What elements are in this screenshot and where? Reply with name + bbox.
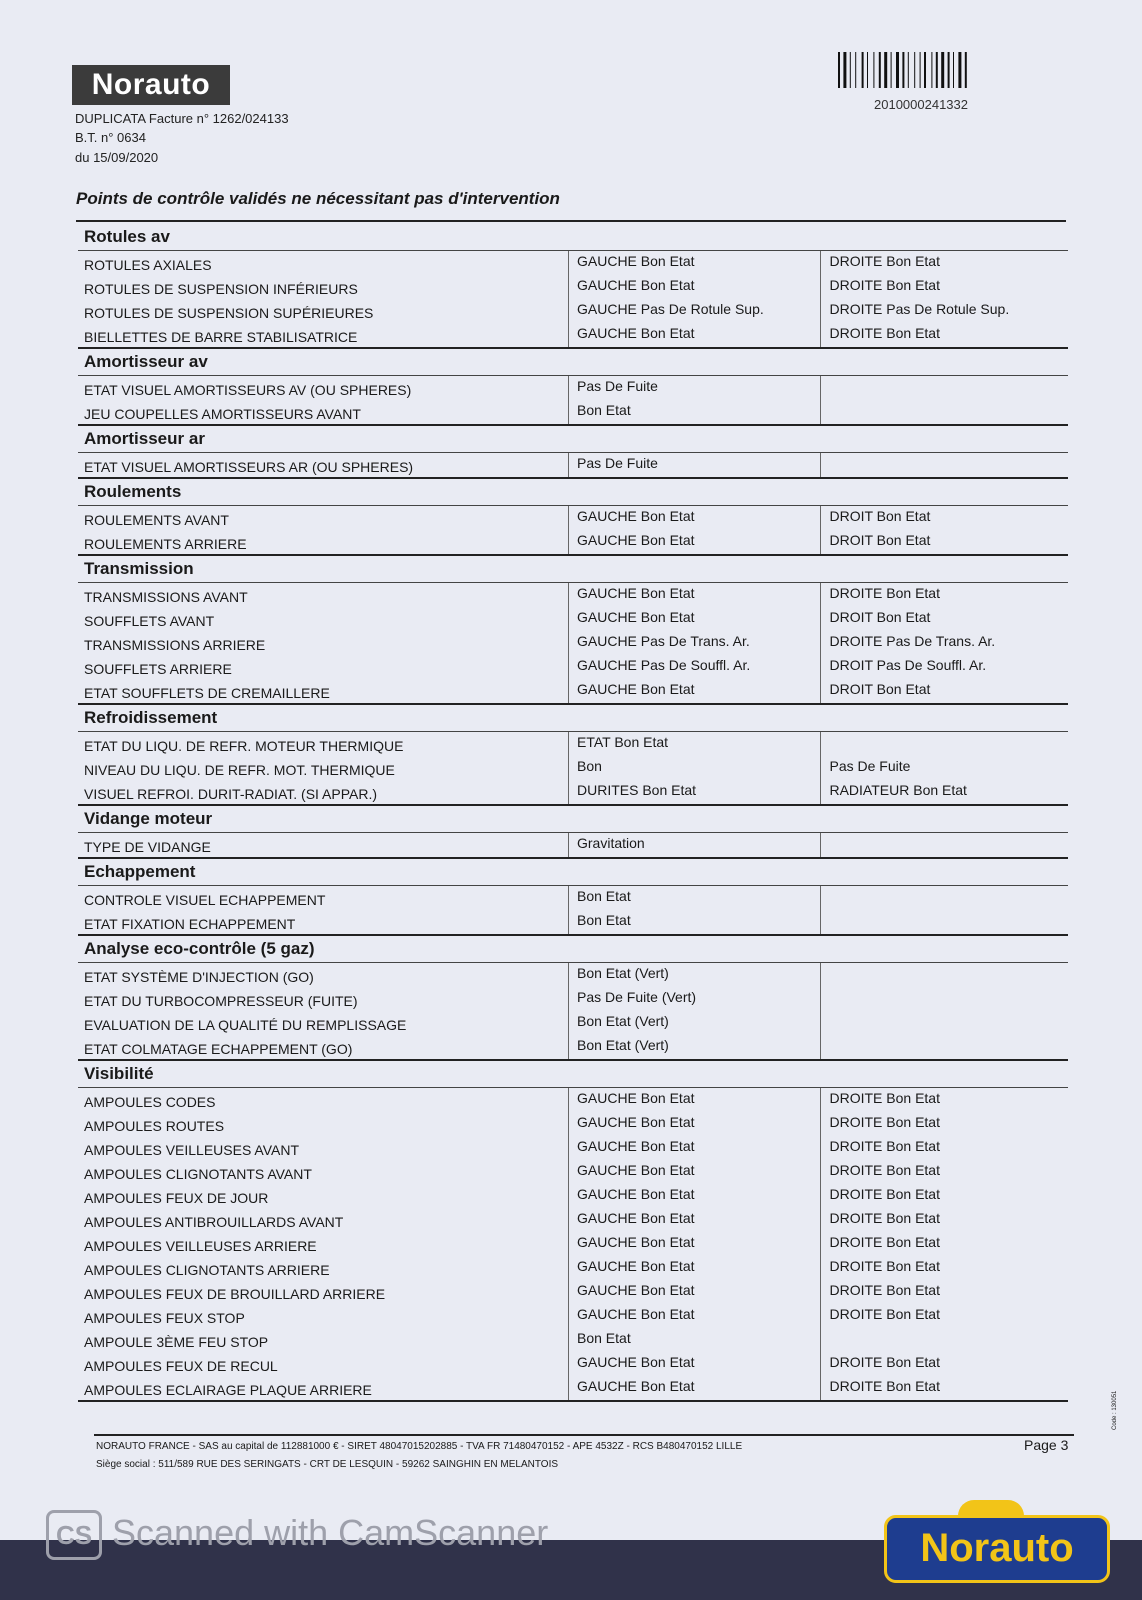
table-row — [78, 655, 1068, 679]
barcode-bar — [953, 52, 954, 88]
check-result-left: Pas De Fuite (Vert) — [568, 987, 821, 1011]
table-row — [78, 607, 1068, 631]
section-rows — [78, 506, 1068, 556]
check-result-left: Bon Etat (Vert) — [568, 1035, 821, 1059]
norauto-logo: Norauto — [72, 65, 230, 105]
table-row — [78, 1112, 1068, 1136]
table-row — [78, 1256, 1068, 1280]
barcode-bar — [924, 52, 926, 88]
check-result-left: Pas De Fuite — [568, 453, 821, 477]
check-result-right — [821, 1035, 1068, 1059]
section-rows — [78, 453, 1068, 479]
check-item-label: CONTROLE VISUEL ECHAPPEMENT — [84, 892, 326, 908]
check-result-left: GAUCHE Bon Etat — [568, 1352, 821, 1376]
check-result-right: DROITE Bon Etat — [829, 585, 940, 601]
barcode-bar — [838, 52, 840, 88]
check-result-left: GAUCHE Bon Etat — [568, 583, 821, 607]
check-result-right: DROITE Bon Etat — [829, 253, 940, 269]
barcode-bar — [948, 52, 950, 88]
check-item-label: AMPOULES CODES — [84, 1094, 216, 1110]
check-item-label: ETAT SYSTÈME D'INJECTION (GO) — [84, 969, 314, 985]
check-result-right: DROITE Bon Etat — [829, 277, 940, 293]
check-result-left: GAUCHE Bon Etat — [568, 607, 821, 631]
check-item-label: ETAT FIXATION ECHAPPEMENT — [84, 916, 296, 932]
table-row — [78, 323, 1068, 347]
check-item-label: AMPOULES FEUX DE RECUL — [84, 1358, 278, 1374]
table-row — [78, 299, 1068, 323]
check-item-label: AMPOULES FEUX STOP — [84, 1310, 245, 1326]
table-row — [78, 756, 1068, 780]
check-result-left: GAUCHE Bon Etat — [568, 506, 821, 530]
title-divider — [76, 220, 1066, 222]
check-result-right: DROITE Bon Etat — [829, 1306, 940, 1322]
table-row — [78, 1136, 1068, 1160]
check-item-label: ETAT VISUEL AMORTISSEURS AR (OU SPHERES) — [84, 459, 414, 475]
section-title: Amortisseur ar — [78, 426, 1068, 453]
check-result-right: DROITE Bon Etat — [829, 1186, 940, 1202]
document-title: Points de contrôle validés ne nécessitant pas d'intervention — [76, 189, 560, 208]
barcode-bar — [879, 52, 881, 88]
check-result-right: DROIT Pas De Souffl. Ar. — [829, 657, 987, 673]
check-item-label: AMPOULES FEUX DE JOUR — [84, 1190, 269, 1206]
barcode-bar — [931, 52, 932, 88]
check-result-left: GAUCHE Bon Etat — [568, 251, 821, 275]
check-result-left: GAUCHE Pas De Souffl. Ar. — [568, 655, 821, 679]
check-item-label: TYPE DE VIDANGE — [84, 839, 211, 855]
table-row — [78, 506, 1068, 530]
check-result-right — [821, 987, 1068, 1011]
check-result-left: GAUCHE Bon Etat — [568, 1136, 821, 1160]
table-row — [78, 732, 1068, 756]
barcode-bar — [855, 52, 856, 88]
table-row — [78, 1280, 1068, 1304]
section-rows — [78, 376, 1068, 426]
company-address: Siège social : 511/589 RUE DES SERINGATS - CRT DE LESQUIN - 59262 SAINGHIN EN MELANTOIS — [96, 1459, 559, 1470]
check-result-left: GAUCHE Pas De Rotule Sup. — [568, 299, 821, 323]
barcode-bar — [965, 52, 967, 88]
check-item-label: AMPOULES FEUX DE BROUILLARD ARRIERE — [84, 1286, 386, 1302]
check-item-label: ETAT DU LIQU. DE REFR. MOTEUR THERMIQUE — [84, 738, 404, 754]
table-row — [78, 453, 1068, 477]
table-row — [78, 1376, 1068, 1400]
check-result-right — [821, 1011, 1068, 1035]
check-result-left: Bon Etat — [568, 886, 821, 910]
barcode-bar — [902, 52, 904, 88]
barcode-bar — [843, 52, 846, 88]
check-result-right: Pas De Fuite — [829, 758, 911, 774]
checkpoint-sections — [78, 224, 1068, 1402]
barcode-bar — [941, 52, 944, 88]
check-item-label: SOUFFLETS AVANT — [84, 613, 215, 629]
check-item-label: AMPOULES CLIGNOTANTS AVANT — [84, 1166, 312, 1182]
check-result-right: DROITE Bon Etat — [829, 1114, 940, 1130]
check-result-left: GAUCHE Bon Etat — [568, 1304, 821, 1328]
section-rows — [78, 1088, 1068, 1402]
check-item-label: ROULEMENTS AVANT — [84, 512, 229, 528]
check-result-right — [821, 963, 1068, 987]
table-row — [78, 780, 1068, 804]
check-result-right: DROITE Bon Etat — [829, 1162, 940, 1178]
check-result-right — [821, 910, 1068, 934]
section-title: Vidange moteur — [78, 806, 1068, 833]
table-row — [78, 251, 1068, 275]
check-result-right: DROITE Pas De Trans. Ar. — [829, 633, 996, 649]
check-result-left: ETAT Bon Etat — [568, 732, 821, 756]
section-rows — [78, 251, 1068, 349]
check-result-left: Bon Etat (Vert) — [568, 963, 821, 987]
table-row — [78, 1232, 1068, 1256]
table-row — [78, 631, 1068, 655]
check-result-left: GAUCHE Pas De Trans. Ar. — [568, 631, 821, 655]
check-item-label: EVALUATION DE LA QUALITÉ DU REMPLISSAGE — [84, 1017, 407, 1033]
check-result-left: GAUCHE Bon Etat — [568, 679, 821, 703]
barcode-bar — [867, 52, 868, 88]
table-row — [78, 1011, 1068, 1035]
side-code: Code : 130051 — [1112, 1390, 1118, 1430]
check-result-right: DROITE Pas De Rotule Sup. — [829, 301, 1010, 317]
check-item-label: ETAT VISUEL AMORTISSEURS AV (OU SPHERES) — [84, 382, 412, 398]
section-rows — [78, 963, 1068, 1061]
check-result-left: GAUCHE Bon Etat — [568, 530, 821, 554]
table-row — [78, 530, 1068, 554]
check-item-label: ETAT DU TURBOCOMPRESSEUR (FUITE) — [84, 993, 358, 1009]
check-result-right — [821, 453, 1068, 477]
check-result-right: DROITE Bon Etat — [829, 1210, 940, 1226]
section-rows — [78, 583, 1068, 705]
section-title: Roulements — [78, 479, 1068, 506]
check-result-left: GAUCHE Bon Etat — [568, 1208, 821, 1232]
barcode-image — [838, 52, 1028, 88]
check-item-label: ETAT SOUFFLETS DE CREMAILLERE — [84, 685, 330, 701]
table-row — [78, 1160, 1068, 1184]
table-row — [78, 1328, 1068, 1352]
section-title: Transmission — [78, 556, 1068, 583]
check-item-label: AMPOULES ROUTES — [84, 1118, 225, 1134]
check-result-right: DROIT Bon Etat — [829, 681, 931, 697]
check-item-label: TRANSMISSIONS AVANT — [84, 589, 248, 605]
table-row — [78, 1208, 1068, 1232]
check-result-left: Pas De Fuite — [568, 376, 821, 400]
check-result-right — [821, 886, 1068, 910]
check-result-left: Bon Etat (Vert) — [568, 1011, 821, 1035]
check-result-left: GAUCHE Bon Etat — [568, 1280, 821, 1304]
check-item-label: ROTULES DE SUSPENSION SUPÉRIEURES — [84, 305, 374, 321]
check-item-label: VISUEL REFROI. DURIT-RADIAT. (SI APPAR.) — [84, 786, 378, 802]
table-row — [78, 833, 1068, 857]
barcode-bar — [936, 52, 938, 88]
check-result-left: GAUCHE Bon Etat — [568, 1232, 821, 1256]
barcode-bar — [891, 52, 892, 88]
check-item-label: ROULEMENTS ARRIERE — [84, 536, 247, 552]
check-item-label: JEU COUPELLES AMORTISSEURS AVANT — [84, 406, 361, 422]
table-row — [78, 987, 1068, 1011]
table-row — [78, 400, 1068, 424]
check-result-right: DROITE Bon Etat — [829, 1282, 940, 1298]
table-row — [78, 679, 1068, 703]
check-result-left: Bon — [568, 756, 821, 780]
check-result-left: GAUCHE Bon Etat — [568, 1088, 821, 1112]
company-legal-info: NORAUTO FRANCE - SAS au capital de 112881000 € - SIRET 48047015202885 - TVA FR 71480470152 - APE 4532Z - RCS B480470152 LILLE — [96, 1441, 743, 1452]
check-result-right: DROITE Bon Etat — [829, 1138, 940, 1154]
barcode-bar — [958, 52, 961, 88]
table-row — [78, 1184, 1068, 1208]
check-result-right: DROITE Bon Etat — [829, 1234, 940, 1250]
check-result-right — [821, 376, 1068, 400]
table-row — [78, 376, 1068, 400]
check-result-right: DROITE Bon Etat — [829, 325, 940, 341]
barcode-bar — [914, 52, 915, 88]
check-result-right — [821, 833, 1068, 857]
section-rows — [78, 886, 1068, 936]
check-result-right — [821, 1328, 1068, 1352]
section-title: Visibilité — [78, 1061, 1068, 1088]
table-row — [78, 910, 1068, 934]
check-result-right — [821, 400, 1068, 424]
check-result-left: GAUCHE Bon Etat — [568, 1160, 821, 1184]
check-item-label: AMPOULES VEILLEUSES ARRIERE — [84, 1238, 317, 1254]
table-row — [78, 1352, 1068, 1376]
section-title: Echappement — [78, 859, 1068, 886]
check-item-label: SOUFFLETS ARRIERE — [84, 661, 232, 677]
barcode-bar — [873, 52, 874, 88]
invoice-number: DUPLICATA Facture n° 1262/024133 — [75, 111, 289, 126]
check-item-label: AMPOULES CLIGNOTANTS ARRIERE — [84, 1262, 330, 1278]
check-result-left: GAUCHE Bon Etat — [568, 1376, 821, 1400]
table-row — [78, 886, 1068, 910]
check-result-left: DURITES Bon Etat — [568, 780, 821, 804]
check-item-label: AMPOULES ECLAIRAGE PLAQUE ARRIERE — [84, 1382, 372, 1398]
check-result-left: GAUCHE Bon Etat — [568, 1112, 821, 1136]
section-title: Rotules av — [78, 224, 1068, 251]
barcode-bar — [884, 52, 887, 88]
table-row — [78, 963, 1068, 987]
check-result-left: GAUCHE Bon Etat — [568, 323, 821, 347]
check-item-label: AMPOULES VEILLEUSES AVANT — [84, 1142, 300, 1158]
check-result-right: DROITE Bon Etat — [829, 1354, 940, 1370]
norauto-bottom-logo: Norauto — [884, 1515, 1110, 1583]
check-result-left: Gravitation — [568, 833, 821, 857]
check-result-left: GAUCHE Bon Etat — [568, 275, 821, 299]
check-result-right: RADIATEUR Bon Etat — [829, 782, 967, 798]
table-row — [78, 1035, 1068, 1059]
check-result-left: GAUCHE Bon Etat — [568, 1256, 821, 1280]
check-item-label: ROTULES AXIALES — [84, 257, 212, 273]
barcode-bar — [850, 52, 851, 88]
barcode-bar — [862, 52, 864, 88]
camscanner-watermark: Scanned with CamScanner — [112, 1512, 549, 1553]
barcode-bar — [920, 52, 921, 88]
section-title: Refroidissement — [78, 705, 1068, 732]
check-item-label: NIVEAU DU LIQU. DE REFR. MOT. THERMIQUE — [84, 762, 395, 778]
check-item-label: AMPOULES ANTIBROUILLARDS AVANT — [84, 1214, 344, 1230]
table-row — [78, 1304, 1068, 1328]
check-result-left: Bon Etat — [568, 910, 821, 934]
page-number: Page 3 — [1024, 1437, 1069, 1453]
check-result-left: Bon Etat — [568, 1328, 821, 1352]
barcode-bar — [908, 52, 909, 88]
camscanner-icon: CS — [46, 1510, 102, 1560]
section-title: Amortisseur av — [78, 349, 1068, 376]
work-order-number: B.T. n° 0634 — [75, 130, 146, 145]
check-result-right — [821, 732, 1068, 756]
footer-divider — [94, 1434, 1074, 1436]
section-rows — [78, 833, 1068, 859]
check-result-left: GAUCHE Bon Etat — [568, 1184, 821, 1208]
barcode-bar — [896, 52, 899, 88]
check-item-label: AMPOULE 3ÈME FEU STOP — [84, 1334, 269, 1350]
invoice-date: du 15/09/2020 — [75, 150, 159, 165]
check-result-right: DROIT Bon Etat — [829, 609, 931, 625]
table-row — [78, 1088, 1068, 1112]
check-item-label: ETAT COLMATAGE ECHAPPEMENT (GO) — [84, 1041, 353, 1057]
check-item-label: TRANSMISSIONS ARRIERE — [84, 637, 266, 653]
check-item-label: BIELLETTES DE BARRE STABILISATRICE — [84, 329, 358, 345]
table-row — [78, 583, 1068, 607]
check-result-right: DROITE Bon Etat — [829, 1258, 940, 1274]
barcode-number: 2010000241332 — [874, 97, 968, 112]
check-result-right: DROIT Bon Etat — [829, 508, 931, 524]
section-rows — [78, 732, 1068, 806]
check-result-left: Bon Etat — [568, 400, 821, 424]
section-title: Analyse eco-contrôle (5 gaz) — [78, 936, 1068, 963]
check-item-label: ROTULES DE SUSPENSION INFÉRIEURS — [84, 281, 358, 297]
check-result-right: DROITE Bon Etat — [829, 1090, 940, 1106]
check-result-right: DROIT Bon Etat — [829, 532, 931, 548]
check-result-right: DROITE Bon Etat — [829, 1378, 940, 1394]
table-row — [78, 275, 1068, 299]
